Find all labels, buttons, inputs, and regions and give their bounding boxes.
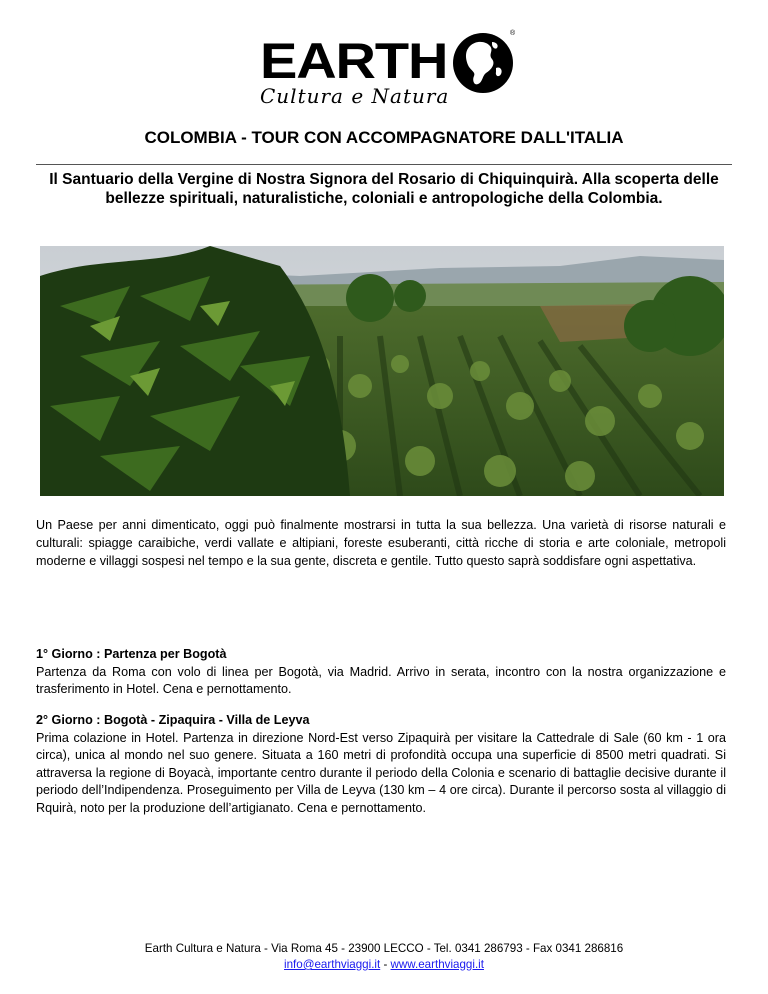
landscape-image [40,246,724,496]
day-2-title: 2° Giorno : Bogotà - Zipaquira - Villa de Leyva [36,713,310,727]
email-link[interactable]: info@earthviaggi.it [284,958,381,971]
coffee-plantation-photo [40,246,724,496]
earth-logo [256,30,522,112]
registered-mark: ® [510,30,516,37]
itinerary-day-2 [36,712,726,817]
footer-separator: - [380,958,391,971]
intro-paragraph: Un Paese per anni dimenticato, oggi può finalmente mostrarsi in tutta la sua bellezza. Una varietà di risorse naturali e culturali: spiagge caraibiche, verdi vallate e altipiani, foreste esuberanti, città ricche di storia e arte coloniale, metropoli moderne e villaggi sospesi nel tempo e la sua gente, discreta e gentile. Tutto questo saprà soddisfare ogni aspettativa. [36,518,726,568]
day-1-text: Partenza da Roma con volo di linea per Bogotà, via Madrid. Arrivo in serata, incontro con la nostra organizzazione e trasferimento in Hotel. Cena e pernottamento. [36,664,726,696]
footer-address: Earth Cultura e Natura - Via Roma 45 - 23900 LECCO - Tel. 0341 286793 - Fax 0341 286816 [144,942,624,955]
website-link[interactable]: www.earthviaggi.it [390,958,484,971]
logo-wordmark: EARTH [260,33,448,89]
day-1-title: 1° Giorno : Partenza per Bogotà [36,647,227,661]
footer-links [0,957,768,973]
page-footer [0,941,768,973]
itinerary-day-1 [36,646,726,699]
page-subtitle: Il Santuario della Vergine di Nostra Signora del Rosario di Chiquinquirà. Alla scoperta delle bellezze spirituali, naturalistiche, coloniali e antropologiche della Colombia. [49,171,719,207]
title-divider [36,164,732,165]
earth-globe-icon [452,32,514,94]
logo-tagline: Cultura e Natura [260,84,450,108]
day-2-text: Prima colazione in Hotel. Partenza in direzione Nord-Est verso Zipaquirà per visitare la Cattedrale di Sale (60 km - 1 ora circa), unica al mondo nel suo genere. Situata a 160 metri di profondità occupa una superficie di 8500 metri quadrati. Si attraversa la regione di Boyacà, importante centro durante il periodo della Colonia e scenario di battaglie decisive durante il periodo dell’Indipendenza. Proseguimento per Villa de Leyva (130 km – 4 ore circa). Durante il percorso sosta al villaggio di Rquirà, noto per la produzione dell’artigianato. Cena e pernottamento. [36,730,726,815]
page-title: COLOMBIA - TOUR CON ACCOMPAGNATORE DALL'ITALIA [144,128,624,147]
